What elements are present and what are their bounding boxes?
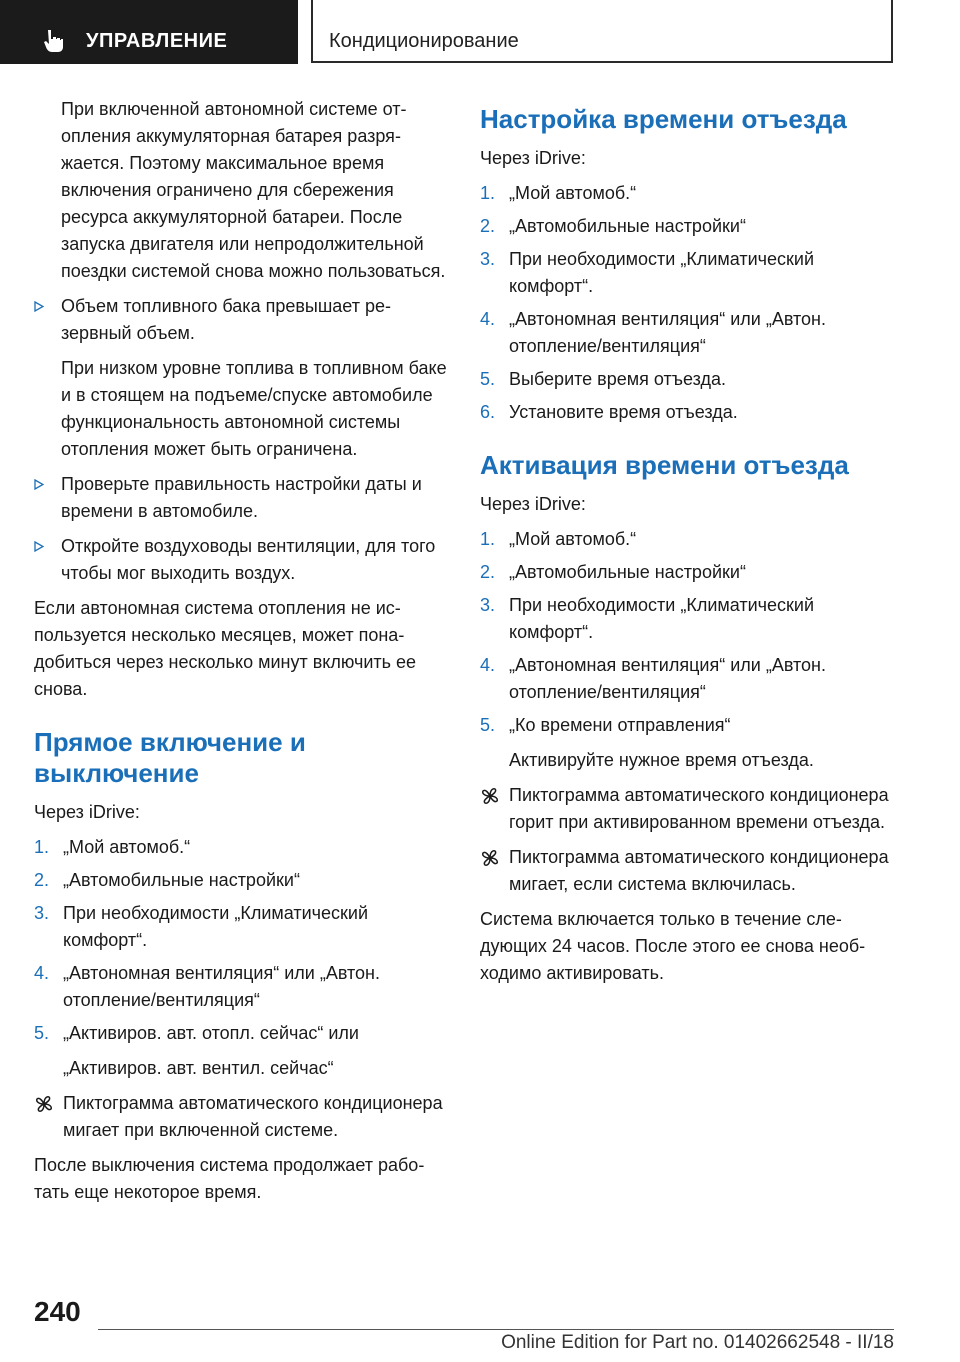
step-item [34,867,450,894]
fan-note-text: Пиктограмма автоматического кондиционера горит при активированном времени отъезда. [509,785,889,832]
fan-note [34,1090,450,1144]
steps-list [480,180,900,426]
step-text: „Автомобильные настройки“ [509,562,746,582]
step-number: 5. [480,715,496,735]
bullet-text: Проверьте правильность настройки даты и времени в автомобиле. [61,474,422,521]
step-number: 2. [34,870,50,890]
section-heading: Активация времени отъезда [480,450,849,480]
step-item [480,180,900,207]
chapter-box [311,0,893,63]
list-item [34,471,450,525]
step-subtext: Активируйте нужное время отъезда. [509,750,814,770]
section-heading: Прямое включение и выключение [34,727,306,788]
list-item [34,533,450,587]
triangle-bullet-icon [34,301,44,312]
step-text: „Ко времени отправления“ [509,715,731,735]
paragraph: Система включается только в течение следующих 24 часов. После этого ее снова необходимо активировать. [480,909,866,983]
step-text: „Автономная вентиляция“ или „Автон. отопление/вентиляция“ [509,309,826,356]
step-item [480,246,900,300]
step-item [34,834,450,861]
step-text: При необходимости „Климатический комфорт“. [63,903,369,950]
via-idrive: Через iDrive: [480,494,586,514]
step-text: При необходимости „Климатический комфорт“. [509,249,815,296]
step-number: 3. [34,903,50,923]
fan-note [480,844,900,898]
list-item [34,293,450,463]
step-item [480,652,900,706]
section-label: УПРАВЛЕНИЕ [86,30,228,52]
fan-icon [480,786,500,806]
step-item [480,526,900,553]
step-number: 1. [480,183,496,203]
step-number: 3. [480,595,496,615]
right-column [480,104,900,995]
step-number: 5. [34,1023,50,1043]
step-text: „Мой автомоб.“ [63,837,191,857]
step-number: 4. [34,963,50,983]
fan-note-text: Пиктограмма автоматического кондиционера мигает, если система включилась. [509,847,889,894]
steps-list [34,834,450,1047]
step-text: Выберите время отъезда. [509,369,726,389]
section-heading: Настройка времени отъезда [480,104,847,134]
step-number: 1. [480,529,496,549]
step-subtext: „Активиров. авт. вентил. сейчас“ [63,1058,334,1078]
step-number: 4. [480,655,496,675]
intro-paragraph: При включенной автономной системе отопления аккумуляторная батарея разряжается. Поэтому максимальное время включения ограничено для сбережения ресурса аккумуляторной батареи. После запуска двигателя или непродолжительной поездки системой снова можно пользоваться. [61,99,446,281]
step-item [34,960,450,1014]
step-number: 1. [34,837,50,857]
step-item [480,559,900,586]
section-tab [0,0,298,64]
step-text: „Активиров. авт. отопл. сейчас“ или [63,1023,359,1043]
fan-note [480,782,900,836]
step-text: При необходимости „Климатический комфорт“. [509,595,815,642]
step-item [480,399,900,426]
via-idrive: Через iDrive: [34,802,140,822]
step-text: „Мой автомоб.“ [509,529,637,549]
step-item [480,366,900,393]
step-number: 2. [480,562,496,582]
step-item [480,213,900,240]
steps-list [480,526,900,739]
footer-divider [98,1329,894,1330]
step-text: „Автономная вентиляция“ или „Автон. отопление/вентиляция“ [63,963,380,1010]
step-item [480,712,900,739]
pointing-hand-icon [42,28,66,52]
step-item [480,306,900,360]
step-text: „Автономная вентиляция“ или „Автон. отопление/вентиляция“ [509,655,826,702]
step-number: 5. [480,369,496,389]
chapter-label: Кондиционирование [329,30,519,52]
step-number: 3. [480,249,496,269]
step-item [34,900,450,954]
page-number: 240 [34,1296,81,1327]
paragraph: После выключения система продолжает работать еще некоторое время. [34,1155,425,1202]
fan-note-text: Пиктограмма автоматического кондиционера мигает при включенной системе. [63,1093,443,1140]
fan-icon [34,1094,54,1114]
step-text: „Мой автомоб.“ [509,183,637,203]
step-item [480,592,900,646]
step-number: 2. [480,216,496,236]
triangle-bullet-icon [34,541,44,552]
fan-icon [480,848,500,868]
bullet-text: Объем топливного бака превышает резервный объем. [61,296,391,343]
bullet-subtext: При низком уровне топлива в топливном баке и в стоящем на подъеме/спуске автомобиле функциональность автономной системы отопления может быть ограничена. [61,358,447,459]
left-column [34,96,450,1214]
step-text: Установите время отъезда. [509,402,738,422]
paragraph: Если автономная система отопления не используется несколько месяцев, может понадобиться через несколько минут включить ее снова. [34,598,417,699]
step-number: 4. [480,309,496,329]
triangle-bullet-icon [34,479,44,490]
step-text: „Автомобильные настройки“ [509,216,746,236]
edition-text: Online Edition for Part no. 01402662548 - II/18 [501,1332,894,1353]
via-idrive: Через iDrive: [480,148,586,168]
step-text: „Автомобильные настройки“ [63,870,300,890]
step-item [34,1020,450,1047]
bullet-text: Откройте воздуховоды вентиляции, для того чтобы мог выходить воздух. [61,536,436,583]
step-number: 6. [480,402,496,422]
